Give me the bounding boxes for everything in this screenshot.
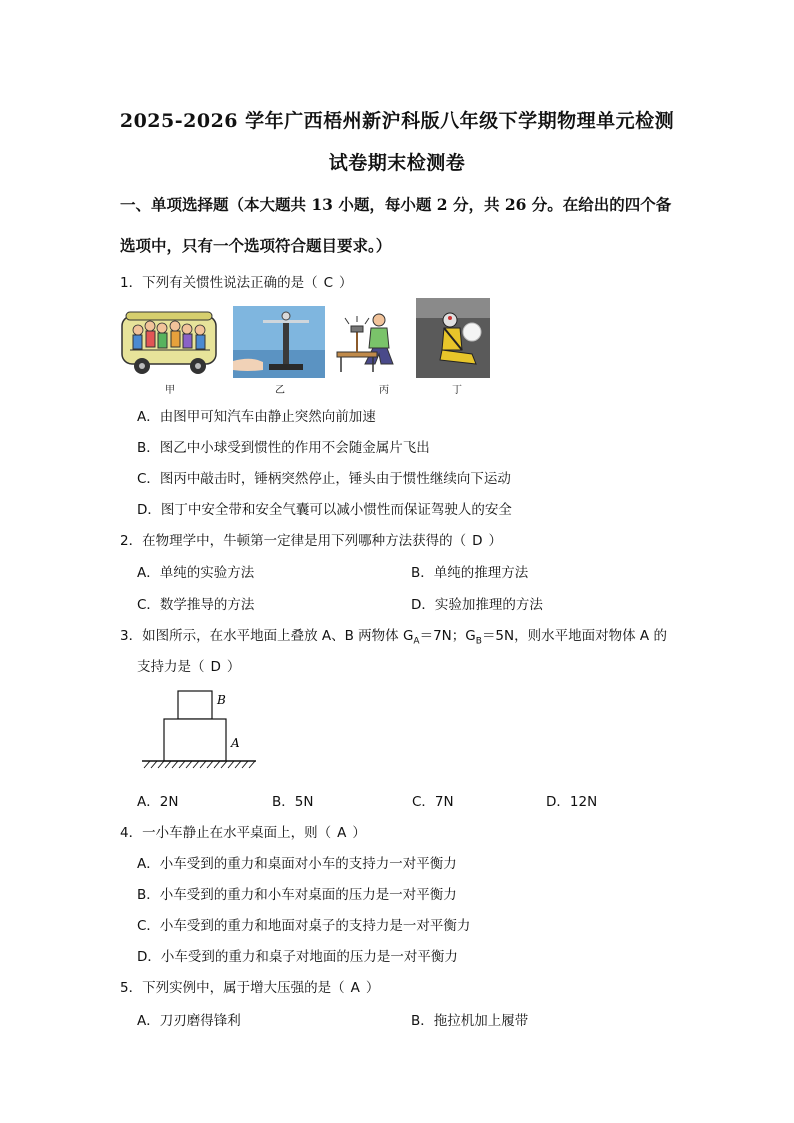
bracket-close: ） (365, 980, 380, 996)
bracket-close: ） (226, 659, 241, 675)
question-stem-text: 3．如图所示，在水平地面上叠放 A、B 两物体 G (120, 628, 414, 644)
question-stem-text: 支持力是（ (137, 659, 205, 675)
subscript-b: B (475, 636, 482, 647)
question-3-line-2 (137, 655, 240, 675)
section-heading-line-1: 一、单项选择题（本大题共 13 小题，每小题 2 分，共 26 分。在给出的四个备 (120, 195, 672, 214)
answer-mark: A (350, 980, 360, 996)
block-b (178, 691, 212, 719)
answer-mark: C (323, 275, 334, 291)
page-title-line-2: 试卷期末检测卷 (328, 152, 466, 174)
answer-mark: D (210, 659, 221, 675)
figure-caption-bing: 丙 (379, 385, 389, 396)
question-stem-text: ＝5N，则水平地面对物体 A 的 (481, 628, 667, 644)
question-stem-text: ＝7N；G (419, 628, 476, 644)
figure-caption-yi: 乙 (275, 385, 285, 396)
q4-option-d: D．小车受到的重力和桌子对地面的压力是一对平衡力 (137, 949, 458, 965)
q1-option-a: A．由图甲可知汽车由静止突然向前加速 (137, 409, 376, 425)
q1-option-c: C．图丙中敲击时，锤柄突然停止，锤头由于惯性继续向下运动 (137, 471, 511, 487)
q3-option-d: D．12N (546, 794, 598, 810)
bus-passengers-figure (120, 306, 220, 378)
section-heading-line-2: 选项中，只有一个选项符合题目要求。） (120, 236, 392, 255)
answer-mark: A (337, 825, 347, 841)
question-1-stem (120, 271, 353, 291)
bracket-close: ） (352, 825, 366, 841)
figure-caption-ding: 丁 (452, 385, 462, 396)
ground-hatching (144, 761, 255, 768)
q3-option-b: B．5N (272, 794, 314, 810)
q4-option-b: B．小车受到的重力和小车对桌面的压力是一对平衡力 (137, 887, 457, 903)
q2-option-b: B．单纯的推理方法 (411, 565, 529, 581)
q1-option-d: D．图丁中安全带和安全气囊可以减小惯性而保证驾驶人的安全 (137, 502, 512, 518)
question-stem-text: 4．一小车静止在水平桌面上，则（ (120, 825, 332, 841)
crash-test-dummy-figure (416, 298, 490, 378)
q3-option-c: C．7N (412, 794, 454, 810)
block-a-label: A (231, 736, 240, 750)
q5-option-a: A．刀刃磨得锋利 (137, 1013, 241, 1029)
q4-option-c: C．小车受到的重力和地面对桌子的支持力是一对平衡力 (137, 918, 471, 934)
bracket-close: ） (488, 533, 502, 549)
q3-option-a: A．2N (137, 794, 179, 810)
bracket-close: ） (339, 275, 353, 291)
q5-option-b: B．拖拉机加上履带 (411, 1013, 529, 1029)
page-title-line-1: 2025-2026 学年广西梧州新沪科版八年级下学期物理单元检测 (119, 110, 675, 132)
question-stem-text: 2．在物理学中，牛顿第一定律是用下列哪种方法获得的（ (120, 533, 467, 549)
q2-option-d: D．实验加推理的方法 (411, 597, 543, 613)
stacked-blocks-diagram (140, 688, 260, 772)
ball-card-experiment-figure (233, 306, 325, 378)
question-5-stem (120, 976, 379, 996)
q2-option-a: A．单纯的实验方法 (137, 565, 255, 581)
q4-option-a: A．小车受到的重力和桌面对小车的支持力一对平衡力 (137, 856, 457, 872)
subscript-a: A (413, 636, 420, 647)
question-stem-text: 5．下列实例中，属于增大压强的是（ (120, 980, 345, 996)
question-4-stem (120, 821, 366, 841)
q1-option-b: B．图乙中小球受到惯性的作用不会随金属片飞出 (137, 440, 430, 456)
block-b-label: B (217, 693, 226, 707)
block-a (164, 719, 226, 761)
answer-mark: D (472, 533, 483, 549)
question-stem-text: 1．下列有关惯性说法正确的是（ (120, 275, 318, 291)
question-2-stem (120, 529, 502, 549)
figure-caption-jia: 甲 (165, 385, 175, 396)
q2-option-c: C．数学推导的方法 (137, 597, 255, 613)
question-3-stem (120, 624, 667, 647)
hammer-handle-figure (335, 306, 407, 378)
